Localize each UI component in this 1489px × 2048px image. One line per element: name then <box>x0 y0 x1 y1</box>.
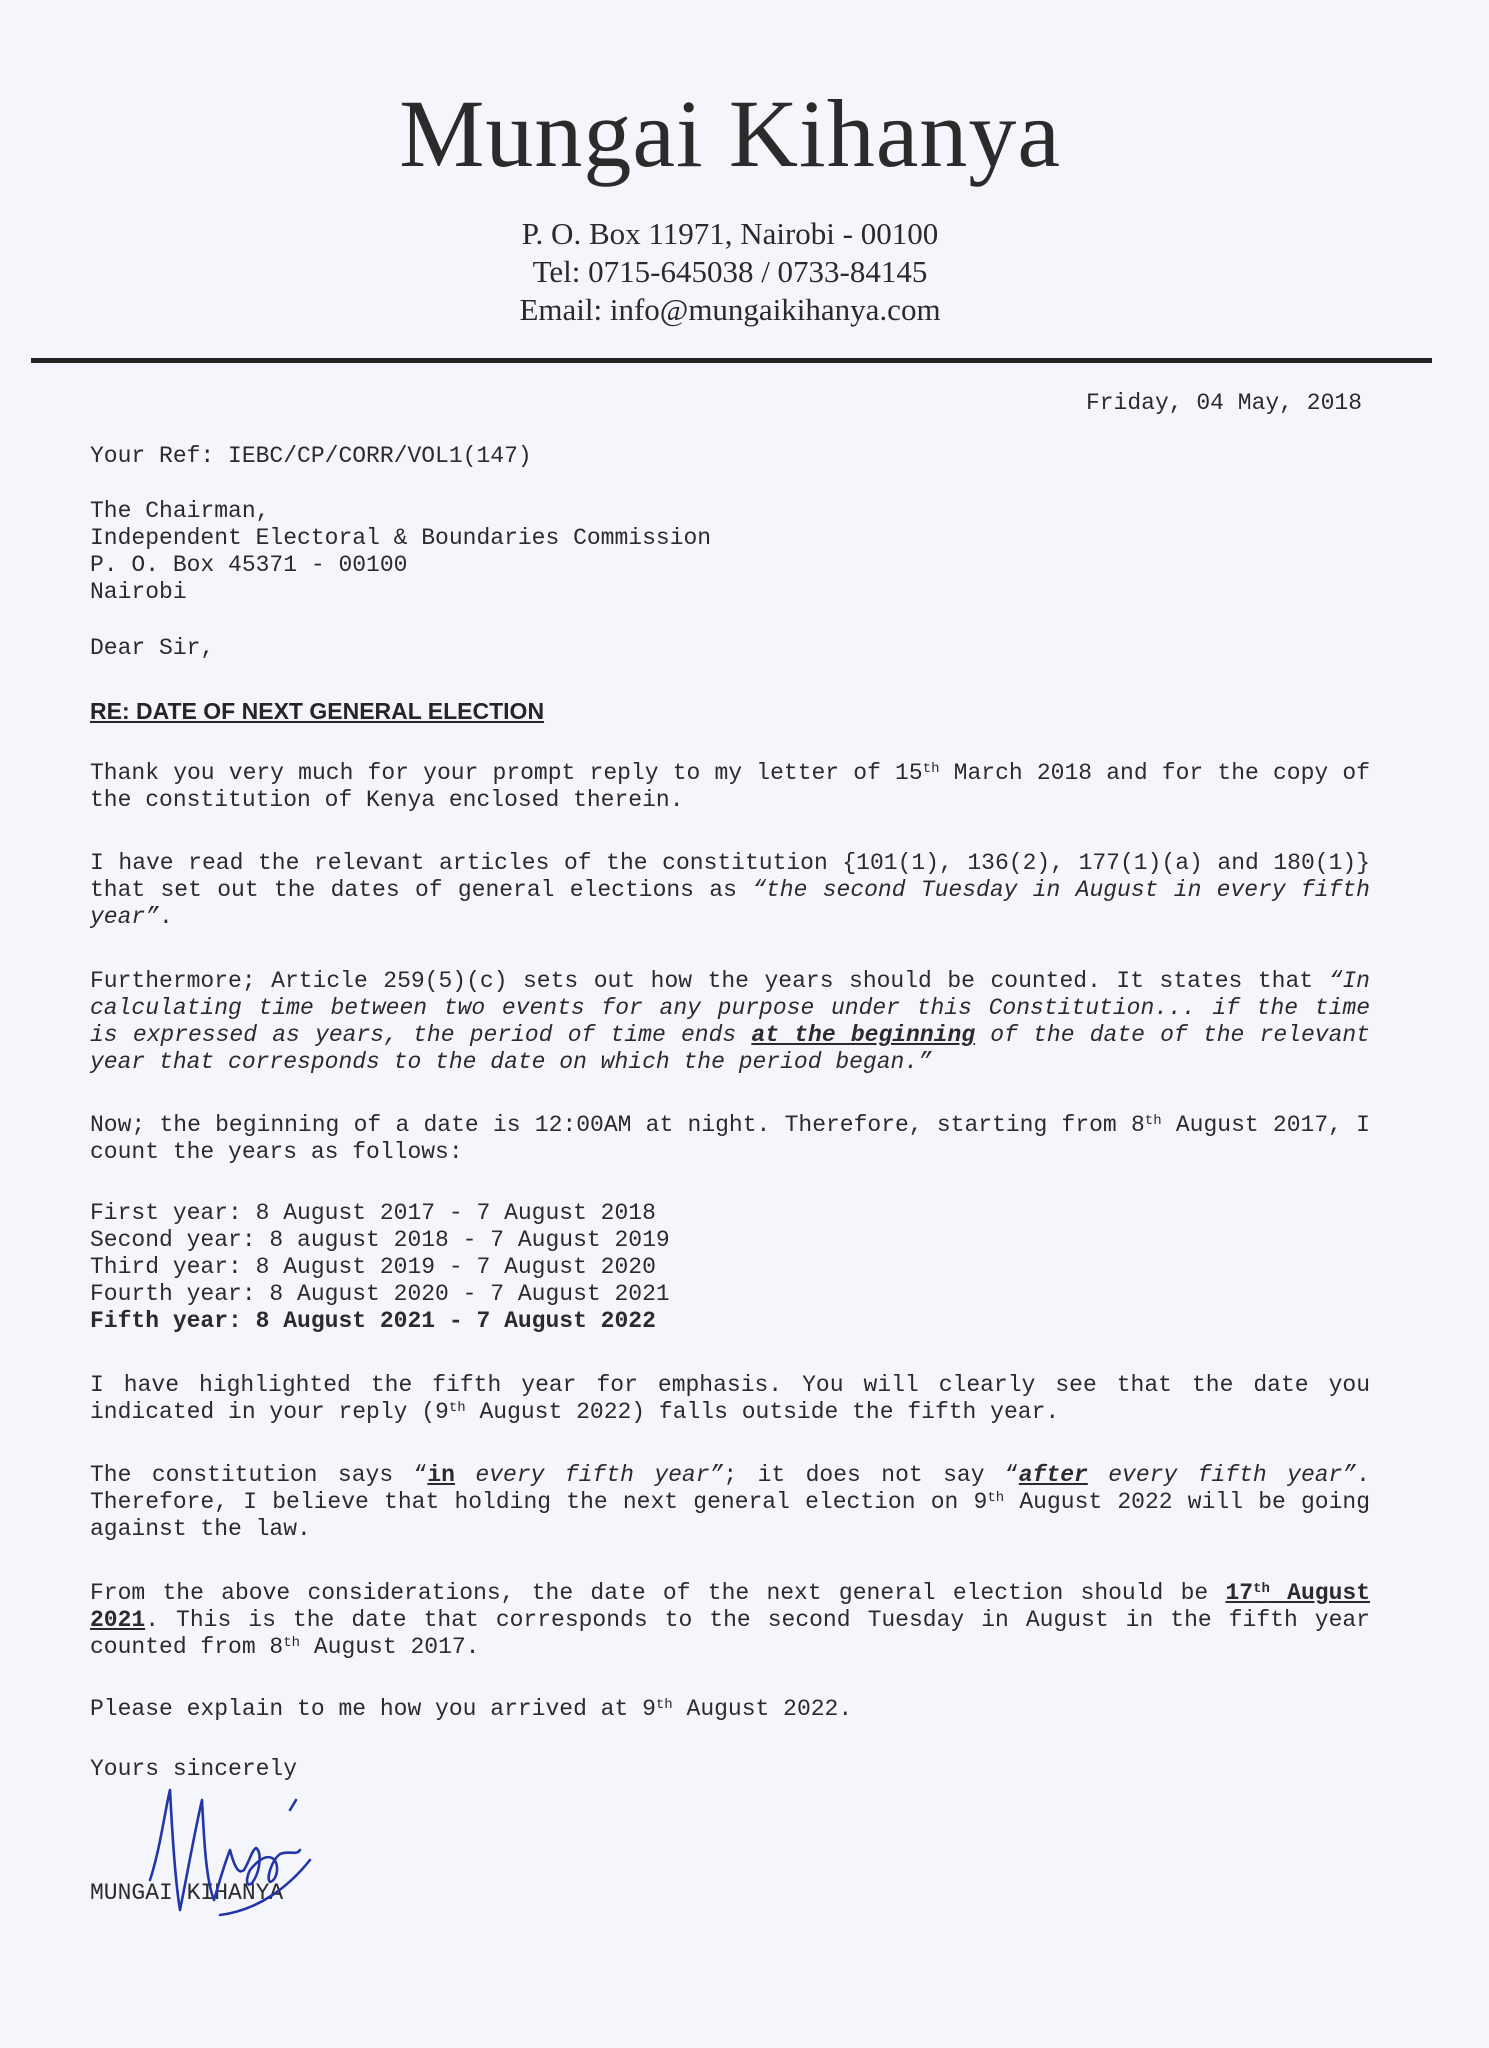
salutation: Dear Sir, <box>90 635 215 661</box>
recipient-line-4: Nairobi <box>90 579 187 605</box>
year-line-3: Third year: 8 August 2019 - 7 August 2020 <box>90 1254 656 1280</box>
signatory-name: MUNGAI KIHANYA <box>90 1880 284 1906</box>
year-line-2: Second year: 8 august 2018 - 7 August 2019 <box>90 1227 670 1253</box>
paragraph-6: The constitution says “in every fifth year”; it does not say “after every fifth year”. Therefore, I believe that holding the next general election on 9th August 2022 will be going against the law. <box>90 1462 1371 1542</box>
letter-date: Friday, 04 May, 2018 <box>1085 390 1362 416</box>
letterhead-name: Mungai Kihanya <box>399 80 1061 187</box>
year-line-4: Fourth year: 8 August 2020 - 7 August 2021 <box>90 1281 670 1307</box>
year-line-1: First year: 8 August 2017 - 7 August 2018 <box>90 1200 656 1226</box>
recipient-line-1: The Chairman, <box>90 498 270 524</box>
paragraph-4: Now; the beginning of a date is 12:00AM at night. Therefore, starting from 8th August 2017, I count the years as follows: <box>90 1112 1370 1165</box>
letterhead-email: Email: info@mungaikihanya.com <box>519 292 941 327</box>
paragraph-3: Furthermore; Article 259(5)(c) sets out how the years should be counted. It states that “In calculating time between two events for any purpose under this Constitution... if the time is expressed as years, the period of time ends at the beginning of the date of the relevant year that corresponds to the date on which the period began.” <box>90 968 1370 1075</box>
recipient-line-2: Independent Electoral & Boundaries Commission <box>90 525 712 551</box>
letterhead-address: P. O. Box 11971, Nairobi - 00100 <box>521 216 939 251</box>
paragraph-7: From the above considerations, the date of the next general election should be 17th August 2021. This is the date that corresponds to the second Tuesday in August in the fifth year counted from 8th August 2017. <box>90 1580 1370 1660</box>
paragraph-5: I have highlighted the fifth year for emphasis. You will clearly see that the date you indicated in your reply (9th August 2022) falls outside the fifth year. <box>90 1372 1370 1425</box>
closing: Yours sincerely <box>90 1756 298 1782</box>
handwritten-signature <box>140 1770 320 1930</box>
subject-heading: RE: DATE OF NEXT GENERAL ELECTION <box>90 698 545 724</box>
recipient-line-3: P. O. Box 45371 - 00100 <box>90 552 408 578</box>
paragraph-1: Thank you very much for your prompt reply to my letter of 15th March 2018 and for the copy of the constitution of Kenya enclosed therein. <box>90 760 1370 813</box>
year-line-5-highlighted: Fifth year: 8 August 2021 - 7 August 2022 <box>90 1308 656 1334</box>
paragraph-2: I have read the relevant articles of the constitution {101(1), 136(2), 177(1)(a) and 180(1)} that set out the dates of general elections as “the second Tuesday in August in every fifth year”. <box>90 850 1370 930</box>
letterhead-phone: Tel: 0715-645038 / 0733-84145 <box>532 254 928 289</box>
your-ref: Your Ref: IEBC/CP/CORR/VOL1(147) <box>90 443 532 469</box>
letterhead-divider <box>31 358 1432 363</box>
paragraph-8: Please explain to me how you arrived at 9th August 2022. <box>90 1696 853 1722</box>
